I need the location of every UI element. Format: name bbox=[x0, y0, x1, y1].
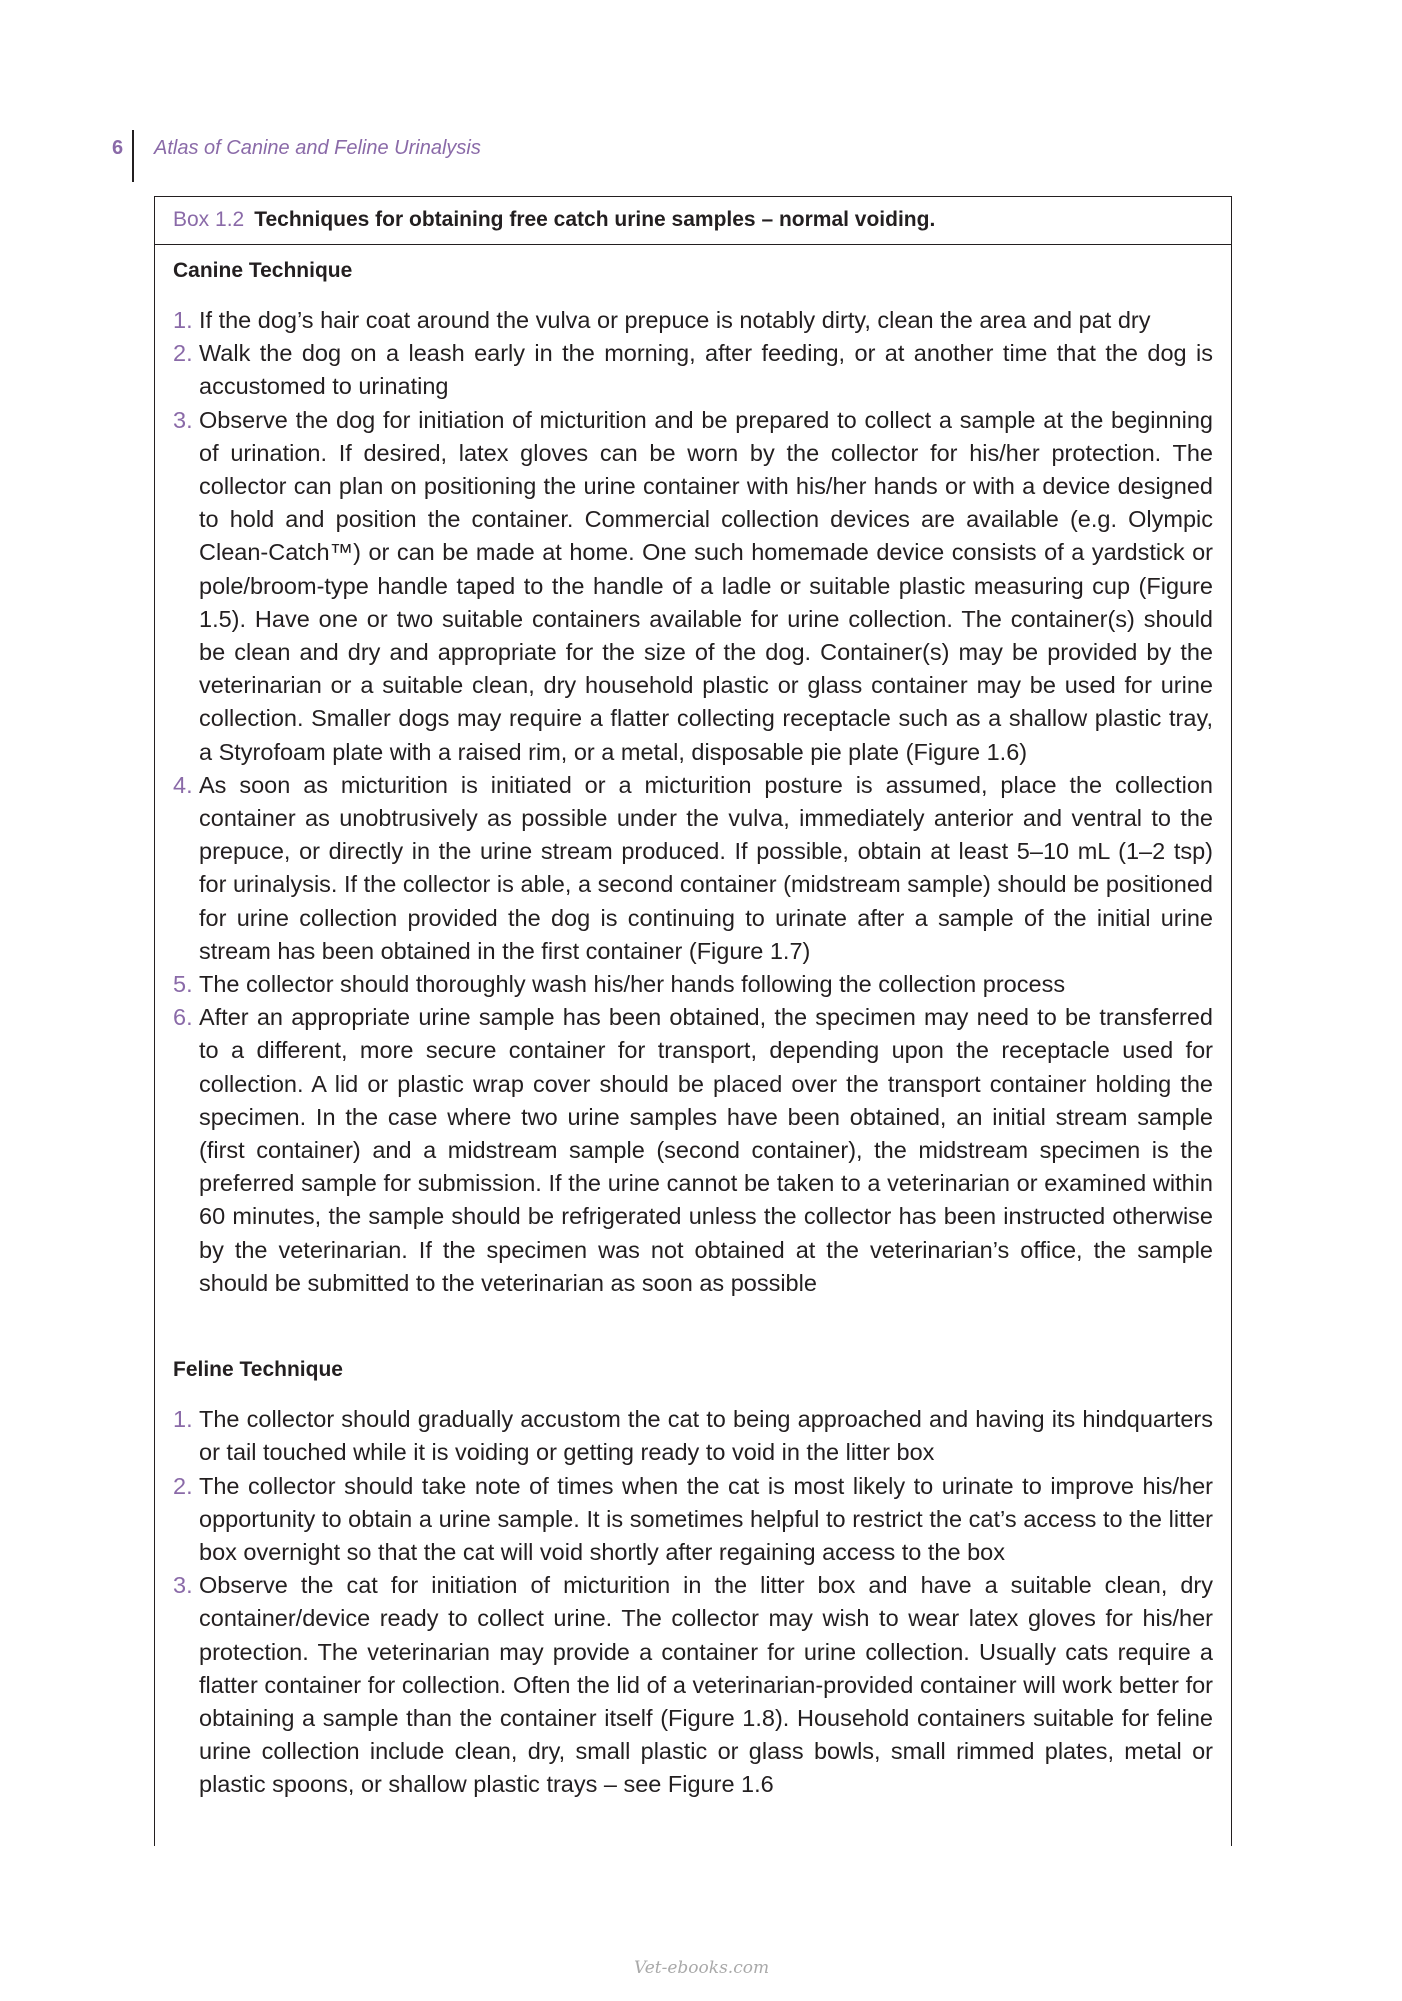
canine-step bbox=[173, 968, 1213, 1001]
feline-step bbox=[173, 1470, 1213, 1570]
box-body bbox=[155, 256, 1231, 1802]
step-text: Observe the cat for initiation of micturition in the litter box and have a suitable clean, dry container/device ready to collect urine. The collector may wish to wear latex gloves for his/her protection. The veterinarian may provide a container for urine collection. Usually cats require a flatter container for collection. Often the lid of a veterinarian-provided container will work better for obtaining a sample than the container itself (Figure 1.8). Household containers suitable for feline urine collection include clean, dry, small plastic or glass bowls, small rimmed plates, metal or plastic spoons, or shallow plastic trays – see Figure 1.6 bbox=[199, 1572, 1213, 1798]
step-number: 2. bbox=[173, 1472, 193, 1499]
step-number: 2. bbox=[173, 340, 193, 367]
watermark-logo: Vet-ebooks.com bbox=[634, 1958, 770, 1978]
step-number: 1. bbox=[173, 1406, 193, 1433]
step-text: The collector should take note of times when the cat is most likely to urinate to improve his/her opportunity to obtain a urine sample. It is sometimes helpful to restrict the cat’s access to the litter box overnight so that the cat will void shortly after regaining access to the box bbox=[199, 1472, 1213, 1565]
technique-box bbox=[154, 196, 1232, 1846]
step-number: 4. bbox=[173, 771, 193, 798]
header-divider bbox=[132, 130, 134, 182]
step-number: 3. bbox=[173, 1572, 193, 1599]
feline-step bbox=[173, 1403, 1213, 1469]
step-number: 1. bbox=[173, 307, 193, 333]
canine-step bbox=[173, 769, 1213, 968]
feline-steps-list bbox=[173, 1403, 1213, 1801]
step-text: Observe the dog for initiation of micturition and be prepared to collect a sample at the beginning of urination. If desired, latex gloves can be worn by the collector for his/her protection. The collector can plan on positioning the urine container with his/her hands or with a device designed to hold and position the container. Commercial collection devices are available (e.g. Olympic Clean-Catch™) or can be made at home. One such homemade device consists of a yardstick or pole/broom-type handle taped to the handle of a ladle or suitable plastic measuring cup (Figure 1.5). Have one or two suitable containers available for urine collection. The container(s) should be clean and dry and appropriate for the size of the dog. Container(s) may be provided by the veterinarian or a suitable clean, dry household plastic or glass container may be used for urine collection. Smaller dogs may require a flatter collecting receptacle such as a shallow plastic tray, a Styrofoam plate with a raised rim, or a metal, disposable pie plate (Figure 1.6) bbox=[199, 406, 1213, 765]
canine-technique-heading: Canine Technique bbox=[173, 259, 353, 282]
step-number: 6. bbox=[173, 1004, 193, 1031]
box-label: Box 1.2 bbox=[173, 208, 245, 231]
feline-technique-heading: Feline Technique bbox=[173, 1358, 343, 1382]
box-header bbox=[155, 197, 1231, 245]
step-text: The collector should gradually accustom the cat to being approached and having its hindquarters or tail touched while it is voiding or getting ready to void in the litter box bbox=[199, 1406, 1213, 1466]
step-text: As soon as micturition is initiated or a micturition posture is assumed, place the collection container as unobtrusively as possible under the vulva, immediately anterior and ventral to the prepuce, or directly in the urine stream produced. If possible, obtain at least 5–10 mL (1–2 tsp) for urinalysis. If the collector is able, a second container (midstream sample) should be positioned for urine collection provided the dog is continuing to urinate after a sample of the initial urine stream has been obtained in the first container (Figure 1.7) bbox=[199, 771, 1213, 964]
step-text: After an appropriate urine sample has been obtained, the specimen may need to be transferred to a different, more secure container for transport, depending upon the receptacle used for collection. A lid or plastic wrap cover should be placed over the transport container holding the specimen. In the case where two urine samples have been obtained, an initial stream sample (first container) and a midstream sample (second container), the midstream specimen is the preferred sample for submission. If the urine cannot be taken to a veterinarian or examined within 60 minutes, the sample should be refrigerated unless the collector has been instructed otherwise by the veterinarian. If the specimen was not obtained at the veterinarian’s office, the sample should be submitted to the veterinarian as soon as possible bbox=[199, 1004, 1213, 1296]
feline-step bbox=[173, 1569, 1213, 1801]
step-number: 5. bbox=[173, 971, 193, 998]
box-title: Techniques for obtaining free catch urine samples – normal voiding. bbox=[254, 208, 936, 231]
book-title: Atlas of Canine and Feline Urinalysis bbox=[154, 137, 481, 159]
step-text: Walk the dog on a leash early in the morning, after feeding, or at another time that the dog is accustomed to urinating bbox=[199, 340, 1213, 400]
canine-step bbox=[173, 1001, 1213, 1300]
page-number: 6 bbox=[112, 137, 124, 159]
step-number: 3. bbox=[173, 406, 193, 433]
step-text: The collector should thoroughly wash his/her hands following the collection process bbox=[199, 971, 1066, 998]
canine-step bbox=[173, 304, 1213, 337]
canine-step bbox=[173, 337, 1213, 403]
step-text: If the dog’s hair coat around the vulva or prepuce is notably dirty, clean the area and pat dry bbox=[199, 307, 1151, 333]
canine-steps-list bbox=[173, 304, 1213, 1300]
canine-step bbox=[173, 404, 1213, 769]
